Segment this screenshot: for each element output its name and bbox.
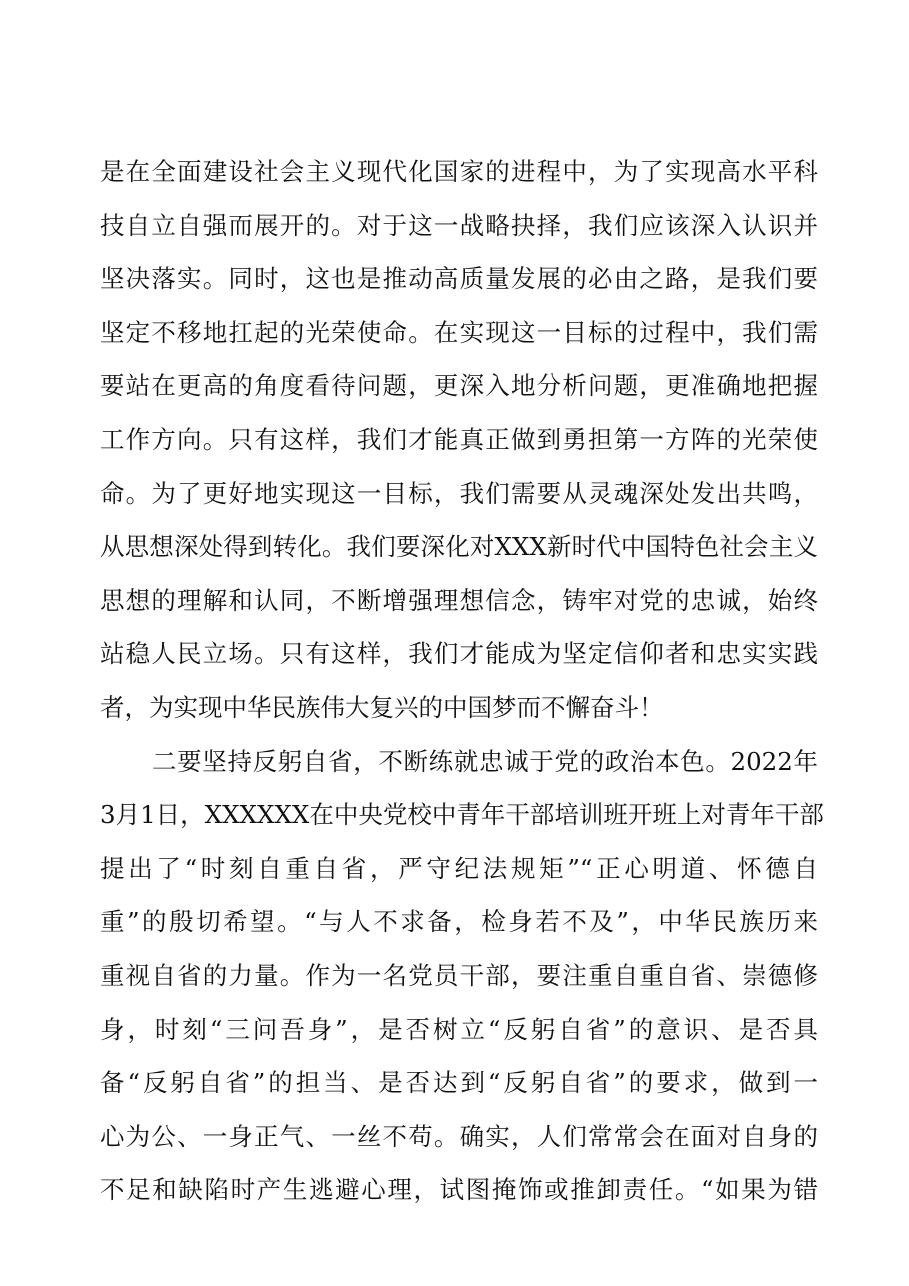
text-line: 备“反躬自省”的担当、是否达到“反躬自省”的要求，做到一: [100, 1068, 818, 1098]
text-line: 站稳人民立场。只有这样，我们才能成为坚定信仰者和忠实实践: [100, 639, 818, 669]
text-line: 命。为了更好地实现这一目标，我们需要从灵魂深处发出共鸣，: [100, 478, 818, 508]
text-line: 提出了“时刻自重自省，严守纪法规矩”“正心明道、怀德自: [100, 853, 818, 883]
text-line: 3月1日，XXXXXX在中央党校中青年干部培训班开班上对青年干部: [100, 800, 824, 830]
body-text: [100, 157, 824, 1229]
text-line: 从思想深处得到转化。我们要深化对XXX新时代中国特色社会主义: [100, 532, 818, 562]
text-line: 坚定不移地扛起的光荣使命。在实现这一目标的过程中，我们需: [100, 317, 818, 347]
text-line: 者，为实现中华民族伟大复兴的中国梦而不懈奋斗！: [100, 692, 664, 722]
text-line: 要站在更高的角度看待问题，更深入地分析问题，更准确地把握: [100, 371, 818, 401]
text-line: 重”的殷切希望。“与人不求备，检身若不及”，中华民族历来: [100, 907, 818, 937]
text-line: 思想的理解和认同，不断增强理想信念，铸牢对党的忠诚，始终: [100, 585, 818, 615]
text-line: 不足和缺陷时产生逃避心理，试图掩饰或推卸责任。“如果为错: [100, 1175, 818, 1205]
text-line: 工作方向。只有这样，我们才能真正做到勇担第一方阵的光荣使: [100, 424, 818, 454]
text-line: 身，时刻“三问吾身”，是否树立“反躬自省”的意识、是否具: [100, 1014, 818, 1044]
text-line: 心为公、一身正气、一丝不苟。确实，人们常常会在面对自身的: [100, 1121, 818, 1151]
paragraph-start-line: 二要坚持反躬自省，不断练就忠诚于党的政治本色。2022年: [152, 746, 818, 776]
text-line: 重视自省的力量。作为一名党员干部，要注重自重自省、崇德修: [100, 960, 818, 990]
text-line: 是在全面建设社会主义现代化国家的进程中，为了实现高水平科: [100, 157, 818, 186]
text-line: 坚决落实。同时，这也是推动高质量发展的必由之路，是我们要: [100, 264, 818, 294]
text-line: 技自立自强而展开的。对于这一战略抉择，我们应该深入认识并: [100, 210, 818, 240]
